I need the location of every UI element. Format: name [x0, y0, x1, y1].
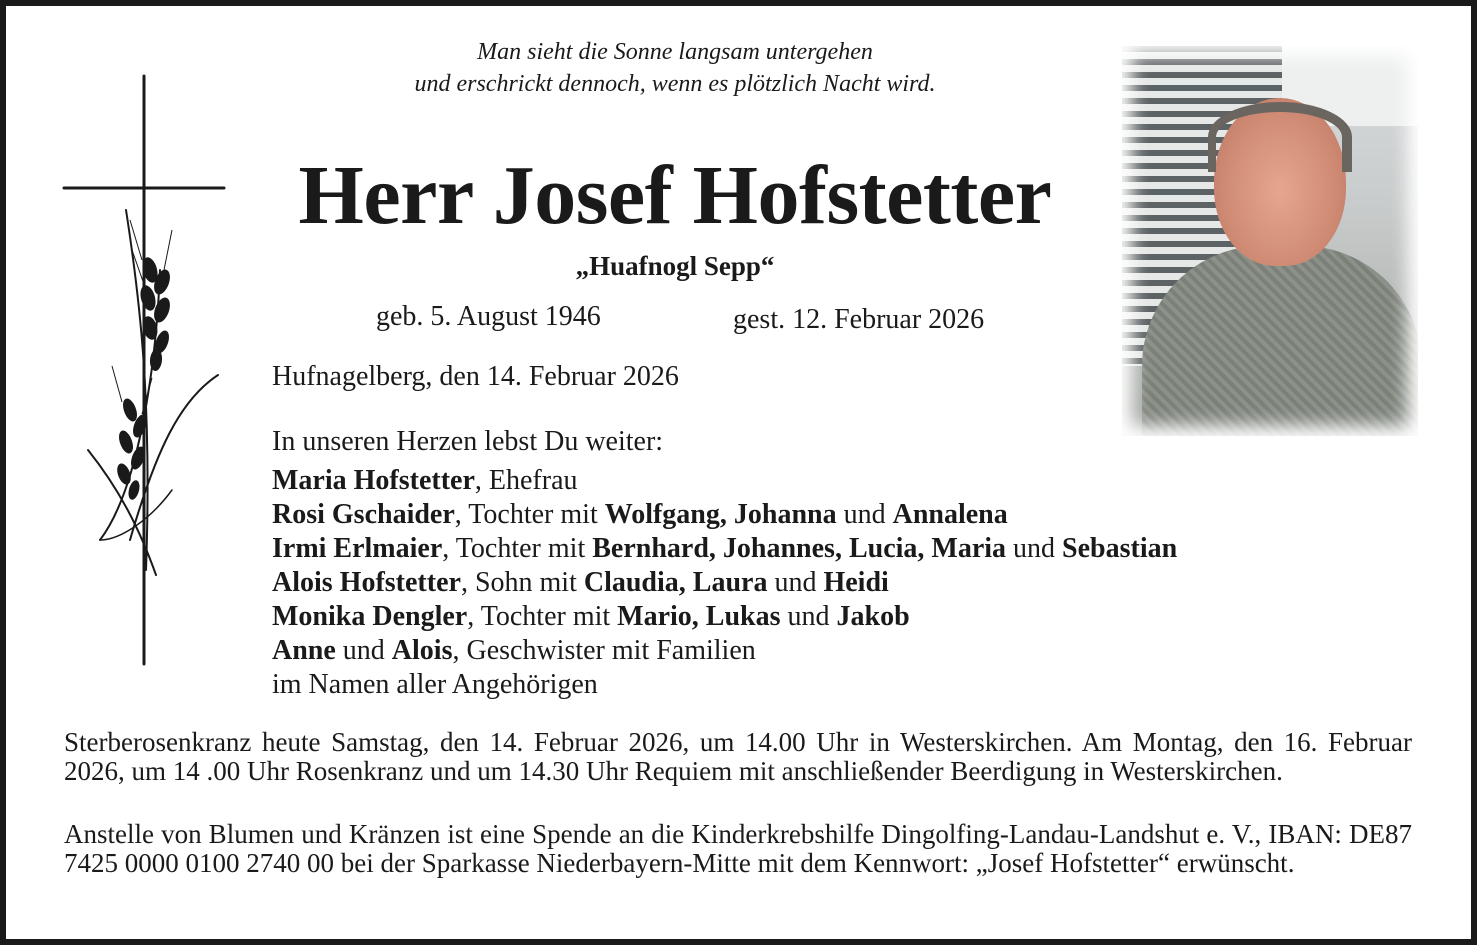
mourner-name: Alois: [391, 635, 453, 666]
mourner-relation: im Namen aller Angehörigen: [272, 669, 598, 700]
donation-paragraph: Anstelle von Blumen und Kränzen ist eine Spende an die Kinderkrebshilfe Dingolfing-Landau-Landshut e. V., IBAN: DE87 7425 0000 0100 2740 00 bei der Sparkasse Niederbayern-Mitte mit dem Kennwort: „Josef Hofstetter“ erwünscht.: [64, 819, 1412, 878]
mourner-name: Rosi Gschaider: [272, 499, 455, 530]
services-paragraph: Sterberosenkranz heute Samstag, den 14. Februar 2026, um 14.00 Uhr in Westerskirchen. Am Montag, den 16. Februar 2026, um 14 .00 Uhr Rosenkranz und um 14.30 Uhr Requiem mit anschließender Beerdigung in Westerskirchen.: [64, 727, 1412, 786]
mourner-name: Anne: [272, 635, 336, 666]
place-and-date: Hufnagelberg, den 14. Februar 2026: [272, 361, 679, 392]
mourner-line: [272, 498, 1177, 532]
mourner-name: Alois Hofstetter: [272, 567, 461, 598]
mourner-line: [272, 600, 1177, 634]
mourner-relation: und: [836, 499, 893, 530]
mourner-line: [272, 566, 1177, 600]
mourner-name: Irmi Erlmaier: [272, 533, 443, 564]
birth-date: geb. 5. August 1946: [376, 301, 601, 332]
mourner-relation: , Ehefrau: [474, 465, 578, 496]
mourner-relation: , Geschwister mit Familien: [452, 635, 756, 666]
mourner-name: Jakob: [836, 601, 910, 632]
deceased-name: Herr Josef Hofstetter: [298, 149, 1052, 242]
mourner-line: [272, 464, 1177, 498]
mourner-name: Claudia, Laura: [583, 567, 768, 598]
mourner-relation: und: [780, 601, 837, 632]
photo-vignette: [1122, 46, 1418, 436]
motto-line-2: und erschrickt dennoch, wenn es plötzlich Nacht wird.: [414, 71, 936, 97]
mourner-name: Mario, Lukas: [617, 601, 781, 632]
mourner-line: [272, 668, 1177, 702]
mourners-list: [272, 464, 1177, 702]
mourner-relation: , Tochter mit: [467, 601, 618, 632]
mourner-relation: , Tochter mit: [454, 499, 605, 530]
mourner-relation: und: [1006, 533, 1063, 564]
mourner-relation: und: [335, 635, 392, 666]
portrait-photo: [1122, 46, 1418, 436]
mourner-relation: und: [767, 567, 824, 598]
mourner-name: Bernhard, Johannes, Lucia, Maria: [592, 533, 1007, 564]
mourner-line: [272, 634, 1177, 668]
mourner-name: Annalena: [892, 499, 1008, 530]
mourner-name: Sebastian: [1062, 533, 1178, 564]
mourner-relation: , Sohn mit: [460, 567, 584, 598]
mourner-line: [272, 532, 1177, 566]
motto-line-1: Man sieht die Sonne langsam untergehen: [477, 39, 873, 65]
deceased-nickname: „Huafnogl Sepp“: [575, 251, 775, 281]
mourner-name: Maria Hofstetter: [272, 465, 475, 496]
mourner-name: Monika Dengler: [272, 601, 468, 632]
mourner-relation: , Tochter mit: [442, 533, 593, 564]
mourner-name: Heidi: [823, 567, 889, 598]
mourner-name: Wolfgang, Johanna: [604, 499, 837, 530]
mourners-intro: In unseren Herzen lebst Du weiter:: [272, 426, 664, 457]
death-date: gest. 12. Februar 2026: [733, 304, 985, 335]
